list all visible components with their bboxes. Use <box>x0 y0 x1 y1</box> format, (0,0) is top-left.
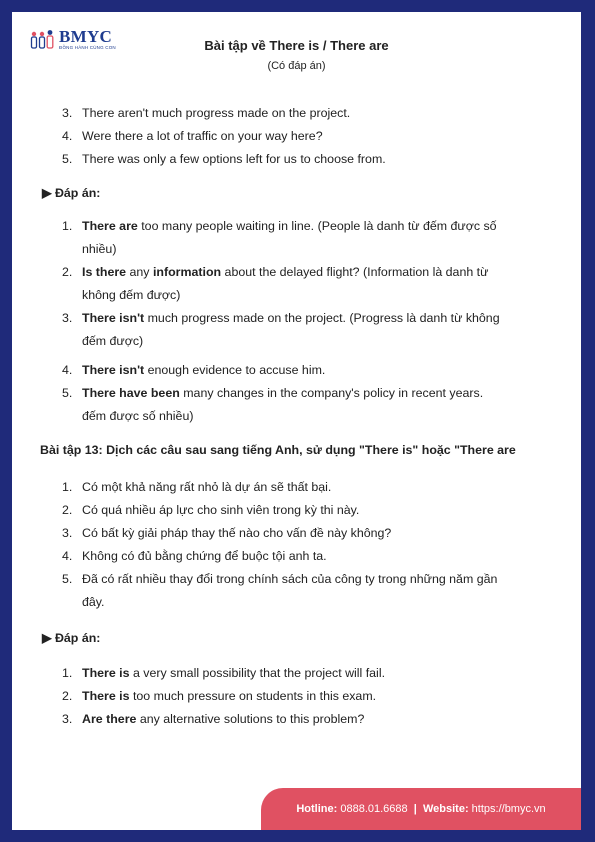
list-item: 5. There was only a few options left for us to choose from. <box>62 152 386 166</box>
list-item: 3. Are there any alternative solutions to this problem? <box>62 712 365 726</box>
answer-list-2 <box>42 662 562 731</box>
page <box>12 12 581 830</box>
footer-contact-bar <box>261 788 581 830</box>
list-item: 2. Is there any information about the delayed flight? (Information là danh từ không đếm được) <box>62 265 489 302</box>
answer-heading-2: ▶ Đáp án: <box>42 631 101 645</box>
list-item: 3. There isn't much progress made on the project. (Progress là danh từ không đếm được) <box>62 311 500 348</box>
hotline-number[interactable]: 0888.01.6688 <box>340 803 408 815</box>
answer-list-1 <box>42 215 562 428</box>
list-item: 4. Không có đủ bằng chứng để buộc tội anh ta. <box>62 549 327 563</box>
website-link[interactable]: https://bmyc.vn <box>471 803 546 815</box>
website-label: Website: <box>422 803 469 815</box>
logo-name: BMYC <box>59 27 113 46</box>
list-item: 1. There is a very small possibility that the project will fail. <box>62 666 386 680</box>
list-item: 2. Có quá nhiều áp lực cho sinh viên trong kỳ thi này. <box>62 503 360 517</box>
exercise-13-heading: Bài tập 13: Dịch các câu sau sang tiếng Anh, sử dụng "There is" hoặc "There are <box>40 443 516 457</box>
list-item: 2. There is too much pressure on students in this exam. <box>62 689 377 703</box>
list-item: 3. There aren't much progress made on the project. <box>62 106 351 120</box>
content <box>42 102 562 731</box>
list-item: 4. There isn't enough evidence to accuse him. <box>62 363 326 377</box>
list-item: 1. There are too many people waiting in line. (People là danh từ đếm được số nhiều) <box>62 219 497 256</box>
page-title: Bài tập về There is / There are <box>204 38 389 53</box>
list-item: 1. Có một khả năng rất nhỏ là dự án sẽ thất bại. <box>62 480 332 494</box>
list-item: 5. There have been many changes in the company's policy in recent years. đếm được số nhiều) <box>62 386 484 423</box>
answer-heading: ▶ Đáp án: <box>42 186 101 200</box>
exercise-list-2 <box>42 476 562 614</box>
footer-separator: | <box>413 803 417 815</box>
list-item: 4. Were there a lot of traffic on your way here? <box>62 129 323 143</box>
list-item: 5. Đã có rất nhiều thay đổi trong chính sách của công ty trong những năm gần đây. <box>62 572 498 609</box>
hotline-label: Hotline: <box>296 803 338 815</box>
page-subtitle: (Có đáp án) <box>267 60 326 72</box>
exercise-list-1 <box>42 102 562 171</box>
list-item: 3. Có bất kỳ giải pháp thay thế nào cho vấn đề này không? <box>62 526 392 540</box>
logo-tagline: ĐỒNG HÀNH CÙNG CON <box>59 45 116 50</box>
